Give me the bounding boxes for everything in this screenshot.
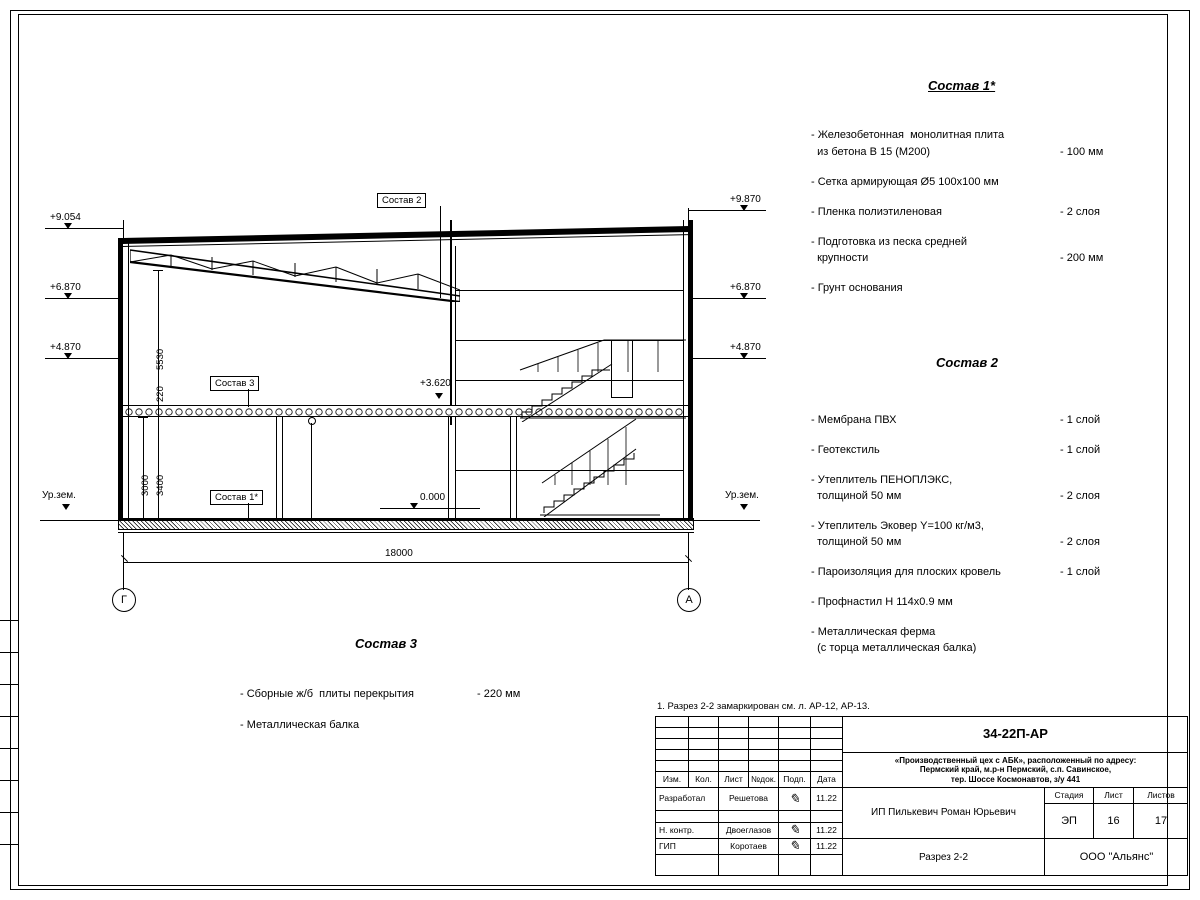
role-date-1: 11.22 — [811, 823, 843, 839]
rev-cell — [811, 717, 843, 728]
dim-line-3000 — [143, 417, 144, 520]
stage-value: ЭП — [1045, 804, 1094, 839]
dim-label-3400: 3400 — [155, 474, 166, 496]
signature-glyph: ✎ — [789, 839, 800, 854]
rev-cell — [719, 739, 749, 750]
stage-label: Стадия — [1045, 788, 1094, 804]
level-label-left-4: Ур.зем. — [42, 490, 76, 501]
rev-cell — [749, 750, 779, 761]
sostav1-item-4-line1: - Грунт основания — [811, 282, 903, 294]
sostav1-item-3-line1: - Подготовка из песка средней — [811, 236, 967, 248]
callout-leader-3 — [248, 389, 249, 407]
rev-cell — [749, 739, 779, 750]
level-marker-left-4 — [62, 504, 70, 510]
level-line-inner-2 — [380, 508, 480, 509]
rev-cell — [779, 739, 811, 750]
role-label-0: Разработал — [656, 788, 719, 811]
left-margin-cell — [0, 812, 18, 844]
role-signature-0 — [779, 788, 811, 811]
dim-tick — [138, 417, 148, 418]
sostav1-item-0-line2: из бетона В 15 (М200) — [811, 146, 931, 158]
sostav3-item-1-line1: - Металлическая балка — [240, 719, 360, 731]
level-marker-inner-2 — [410, 503, 418, 509]
col-header-data: Дата — [811, 772, 843, 788]
sostav2-item-3-line1: - Утеплитель Эковер Y=100 кг/м3, — [811, 520, 984, 532]
level-marker-right-2 — [740, 293, 748, 299]
steel-truss — [130, 244, 460, 302]
sostav2-item-1-line1: - Геотекстиль — [811, 444, 880, 456]
role-date-0: 11.22 — [811, 788, 843, 811]
rev-cell — [719, 717, 749, 728]
left-margin-cell — [0, 716, 18, 748]
level-marker-left-1 — [64, 223, 72, 229]
level-line-left-2 — [45, 298, 123, 299]
dim-tick — [153, 270, 163, 271]
ground-line-left — [40, 520, 128, 521]
column-cap — [450, 417, 452, 425]
role-label-blank2 — [656, 855, 719, 876]
level-label-inner-2: 0.000 — [420, 492, 446, 503]
level-marker-right-4 — [740, 504, 748, 510]
rev-cell — [749, 761, 779, 772]
role-name-blank — [719, 811, 779, 823]
sheet-label: Лист — [1094, 788, 1134, 804]
dim-line-3400 — [158, 405, 159, 520]
level-marker-left-3 — [64, 353, 72, 359]
level-marker-inner-1 — [435, 393, 443, 399]
sheets-label: Листов — [1134, 788, 1188, 804]
callout-leader-2 — [440, 206, 441, 298]
rev-cell — [779, 717, 811, 728]
left-margin-cell — [0, 652, 18, 684]
internal-wall-axis-2 — [455, 246, 456, 406]
role-name-0: Решетова — [719, 788, 779, 811]
rev-cell — [656, 728, 689, 739]
role-label-blank — [656, 811, 719, 823]
rev-cell — [689, 761, 719, 772]
wall-left-inner — [128, 238, 129, 520]
col-header-ndoc: №док. — [749, 772, 779, 788]
sostav2-item-2-line1: - Утеплитель ПЕНОПЛЭКС, — [811, 474, 953, 486]
level-line-right-2 — [688, 298, 766, 299]
left-margin-cell — [0, 748, 18, 780]
left-margin-cell — [0, 684, 18, 716]
col-header-izm: Изм. — [656, 772, 689, 788]
dim-label-5530: 5530 — [155, 348, 166, 370]
internal-partition-left — [276, 417, 283, 520]
callout-sostav1: Состав 1* — [210, 490, 263, 505]
rev-cell — [689, 739, 719, 750]
sostav1-item-0-line1: - Железобетонная монолитная плита — [811, 129, 1005, 141]
role-signature-blank2 — [779, 855, 811, 876]
company-name: ООО "Альянс" — [1079, 851, 1154, 864]
level-line-right-1 — [688, 210, 766, 211]
rev-cell — [719, 761, 749, 772]
sostav2-item-4-line1: - Пароизоляция для плоских кровель — [811, 566, 1001, 578]
sostav2-item-0-value: - 1 слой — [1060, 414, 1101, 426]
sostav3-title: Состав 3 — [355, 636, 418, 651]
level-label-right-1: +9.870 — [730, 194, 761, 205]
sostav2-item-2-line2: толщиной 50 мм — [811, 490, 902, 502]
left-margin-cell — [0, 780, 18, 812]
sostav2-item-1-value: - 1 слой — [1060, 444, 1101, 456]
role-signature-1 — [779, 823, 811, 839]
rev-cell — [656, 717, 689, 728]
overall-dim-label: 18000 — [385, 548, 413, 559]
role-label-2: ГИП — [656, 839, 719, 855]
foundation-hatch — [118, 520, 694, 530]
level-label-right-4: Ур.зем. — [725, 490, 759, 501]
sostav2-item-6-line1: - Металлическая ферма — [811, 626, 936, 638]
rev-cell — [811, 750, 843, 761]
axis-bubble-right: А — [677, 588, 701, 612]
customer-name: ИП Пилькевич Роман Юрьевич — [843, 788, 1045, 839]
internal-partition-lower — [448, 417, 456, 520]
level-label-left-2: +6.870 — [50, 282, 81, 293]
title-block — [655, 716, 1188, 876]
role-label-1: Н. контр. — [656, 823, 719, 839]
rev-cell — [749, 717, 779, 728]
sheet-note: 1. Разрез 2-2 замаркирован см. л. АР-12, АР-13. — [657, 701, 870, 712]
axis-leader-left — [123, 562, 124, 590]
level-marker-right-1 — [740, 205, 748, 211]
sostav2-item-4-value: - 1 слой — [1060, 566, 1101, 578]
sostav2-item-5-line1: - Профнастил Н 114х0.9 мм — [811, 596, 953, 608]
sheet-value: 16 — [1094, 804, 1134, 839]
role-name-blank2 — [719, 855, 779, 876]
parapet-right — [688, 208, 689, 228]
rev-cell — [719, 728, 749, 739]
railing-upper — [518, 332, 686, 372]
level-line-left-3 — [45, 358, 123, 359]
column-line — [311, 423, 312, 520]
level-label-inner-1: +3.620 — [420, 378, 451, 389]
wall-right-outer — [688, 220, 693, 520]
col-header-kol: Кол. — [689, 772, 719, 788]
rev-cell — [811, 728, 843, 739]
level-label-left-3: +4.870 — [50, 342, 81, 353]
overall-dim-line — [123, 562, 689, 563]
role-name-2: Коротаев — [719, 839, 779, 855]
object-line-1: «Производственный цех с АБК», расположенный по адресу: — [894, 756, 1137, 766]
left-margin-stamp-column — [0, 620, 19, 884]
rev-cell — [689, 750, 719, 761]
rev-cell — [656, 739, 689, 750]
sostav1-item-2-value: - 2 слоя — [1060, 206, 1101, 218]
sheets-value: 17 — [1134, 804, 1188, 839]
left-margin-cell — [0, 844, 18, 876]
role-date-2: 11.22 — [811, 839, 843, 855]
callout-sostav3: Состав 3 — [210, 376, 259, 391]
callout-sostav2: Состав 2 — [377, 193, 426, 208]
level-line-right-3 — [688, 358, 766, 359]
object-line-2: Пермский край, м.р-н Пермский, с.п. Савинское, — [919, 765, 1112, 775]
parapet-left — [123, 220, 124, 242]
level-label-left-1: +9.054 — [50, 212, 81, 223]
right-block-slab-1 — [455, 290, 683, 291]
rev-cell — [779, 728, 811, 739]
sostav2-item-0-line1: - Мембрана ПВХ — [811, 414, 897, 426]
rev-cell — [811, 761, 843, 772]
level-label-right-3: +4.870 — [730, 342, 761, 353]
rev-cell — [749, 728, 779, 739]
axis-leader-right — [688, 562, 689, 590]
project-code: 34-22П-АР — [843, 717, 1188, 753]
sostav1-item-0-value: - 100 мм — [1060, 146, 1104, 158]
dim-line-5530 — [158, 270, 159, 405]
rev-cell — [779, 750, 811, 761]
sostav2-item-6-line2: (с торца металлическая балка) — [811, 642, 977, 654]
wall-left-outer — [118, 238, 123, 520]
dim-tick — [138, 520, 148, 521]
level-marker-left-2 — [64, 293, 72, 299]
sostav2-item-2-value: - 2 слоя — [1060, 490, 1101, 502]
sostav3-item-0-line1: - Сборные ж/б плиты перекрытия — [240, 688, 414, 700]
signature-glyph: ✎ — [789, 790, 800, 806]
sostav1-item-1-line1: - Сетка армирующая Ø5 100х100 мм — [811, 176, 999, 188]
role-name-1: Двоеглазов — [719, 823, 779, 839]
level-label-right-2: +6.870 — [730, 282, 761, 293]
sostav3-item-0-value: - 220 мм — [477, 688, 521, 700]
role-date-blank2 — [811, 855, 843, 876]
ground-line-right — [688, 520, 760, 521]
dim-label-220: 220 — [155, 386, 166, 402]
rev-cell — [719, 750, 749, 761]
sheet-title: Разрез 2-2 — [843, 839, 1045, 876]
role-signature-2 — [779, 839, 811, 855]
level-marker-right-3 — [740, 353, 748, 359]
role-signature-blank — [779, 811, 811, 823]
callout-leader-1 — [248, 503, 249, 521]
signature-glyph: ✎ — [789, 823, 800, 838]
sostav2-title: Состав 2 — [936, 355, 999, 370]
rev-cell — [689, 728, 719, 739]
object-line-3: тер. Шоссе Космонавтов, з/у 441 — [950, 774, 1081, 784]
building-section-drawing — [40, 180, 760, 620]
role-date-blank — [811, 811, 843, 823]
rev-cell — [811, 739, 843, 750]
sostav2-item-3-line2: толщиной 50 мм — [811, 536, 902, 548]
sostav1-item-2-line1: - Пленка полиэтиленовая — [811, 206, 942, 218]
rev-cell — [656, 761, 689, 772]
level-line-left-1 — [45, 228, 123, 229]
dim-label-3000: 3000 — [140, 474, 151, 496]
axis-bubble-left: Г — [112, 588, 136, 612]
object-description — [843, 753, 1188, 788]
rev-cell — [656, 750, 689, 761]
sostav2-item-3-value: - 2 слоя — [1060, 536, 1101, 548]
foundation-base-line — [118, 532, 694, 533]
sostav1-title: Состав 1* — [928, 78, 996, 93]
railing-lower — [510, 415, 660, 485]
rev-cell — [779, 761, 811, 772]
column-section — [308, 417, 316, 425]
col-header-list: Лист — [719, 772, 749, 788]
left-margin-cell — [0, 620, 18, 652]
col-header-podp: Подп. — [779, 772, 811, 788]
rev-cell — [689, 717, 719, 728]
sostav1-item-3-line2: крупности — [811, 252, 869, 264]
sostav1-item-3-value: - 200 мм — [1060, 252, 1104, 264]
